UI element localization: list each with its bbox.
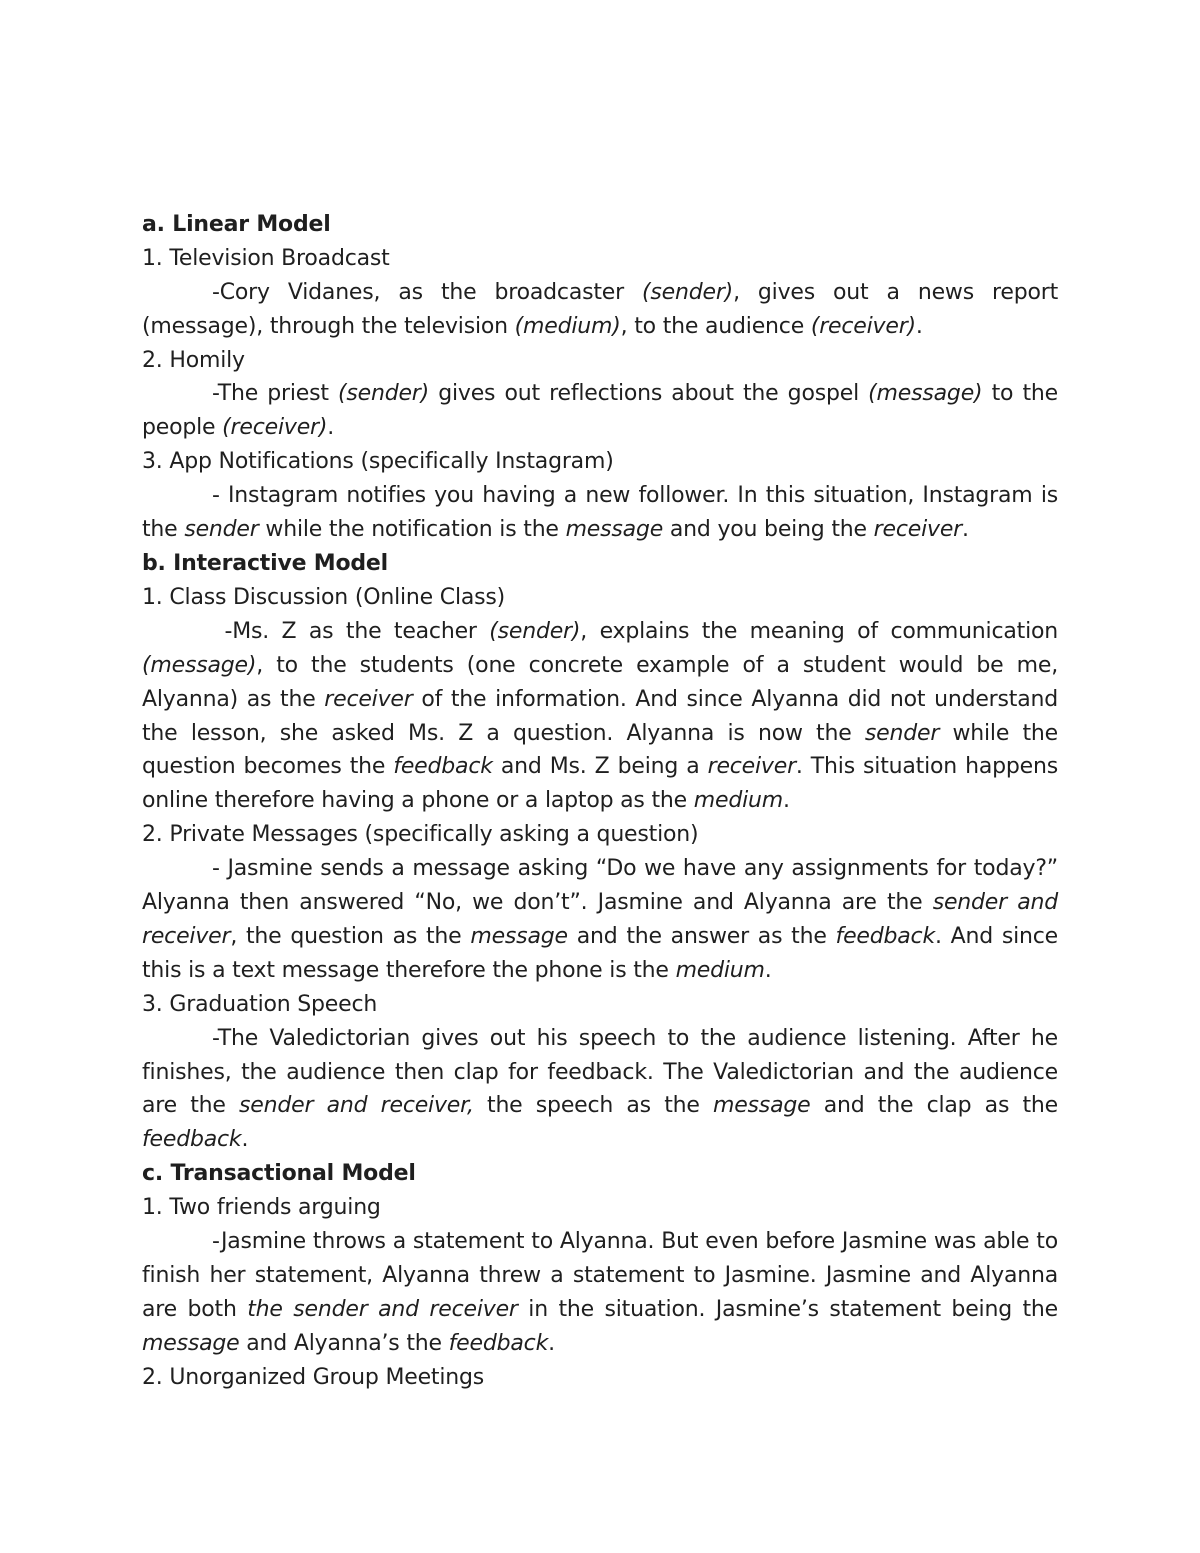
text-run: -Jasmine throws a statement to Alyanna. But even before Jasmine was able to finish her statement, Alyanna threw a statement to Jasmine. Jasmine and Alyanna are both [142, 1229, 1058, 1322]
italic-term: medium [693, 788, 783, 814]
italic-term: feedback [448, 1330, 549, 1356]
item-paragraph [142, 1225, 1058, 1361]
text-run: . This situation happens online therefore having a phone or a laptop as the [142, 754, 1058, 814]
text-run: the speech as the [473, 1093, 713, 1119]
italic-term: (receiver) [222, 415, 328, 441]
item-paragraph [142, 479, 1058, 547]
italic-term: (sender) [642, 279, 734, 305]
text-run: - Jasmine sends a message asking “Do we have any assignments for today?” Alyanna then answered “No, we don’t”. Jasmine and Alyanna are the [142, 856, 1058, 916]
italic-term: medium [675, 957, 765, 983]
italic-term: sender and receiver, [239, 1093, 474, 1119]
item-title: 1. Two friends arguing [142, 1195, 381, 1221]
text-run: and Alyanna’s the [239, 1330, 449, 1356]
item-title: 2. Unorganized Group Meetings [142, 1364, 485, 1390]
italic-term: receiver [324, 686, 413, 712]
section-heading: b. Interactive Model [142, 551, 388, 576]
item-paragraph [142, 377, 1058, 445]
item-title: 1. Class Discussion (Online Class) [142, 584, 506, 610]
item-paragraph [142, 1022, 1058, 1158]
text-run: . [327, 415, 335, 441]
italic-term: (medium) [514, 313, 621, 339]
text-run: . [241, 1127, 249, 1153]
document-body [142, 208, 1058, 1395]
text-run: and Ms. Z being a [492, 754, 708, 780]
italic-term: sender [184, 517, 259, 543]
italic-term: message [470, 923, 568, 949]
text-run: . [783, 788, 790, 814]
italic-term: sender [864, 720, 940, 746]
italic-term: message [565, 517, 664, 543]
italic-term: receiver [707, 754, 796, 780]
italic-term: feedback [142, 1127, 242, 1153]
item-title: 3. Graduation Speech [142, 991, 378, 1017]
item-paragraph [142, 615, 1058, 818]
text-run: -Ms. Z as the teacher [212, 618, 490, 644]
text-run: , to the audience [620, 313, 811, 339]
text-run: while the question becomes the [142, 720, 1058, 780]
text-run: -The priest [212, 381, 338, 407]
item-title: 2. Homily [142, 347, 245, 373]
text-run: in the situation. Jasmine’s statement being the [517, 1296, 1058, 1322]
text-run: . [915, 313, 923, 339]
italic-term: (sender) [489, 618, 581, 644]
item-title: 1. Television Broadcast [142, 245, 390, 271]
item-title: 2. Private Messages (specifically asking a question) [142, 822, 699, 848]
italic-term: receiver [873, 517, 962, 543]
text-run: gives out reflections about the gospel [429, 381, 869, 407]
italic-term: the sender and receiver [247, 1296, 518, 1322]
italic-term: (message) [868, 381, 983, 407]
item-paragraph [142, 276, 1058, 344]
italic-term: message [712, 1093, 811, 1119]
text-run: -Cory Vidanes, as the broadcaster [212, 279, 643, 305]
italic-term: (sender) [337, 381, 430, 407]
text-run: and the clap as the [810, 1093, 1059, 1119]
text-run: while the notification is the [258, 517, 566, 543]
italic-term: feedback [393, 754, 493, 780]
text-run: -The Valedictorian gives out his speech to the audience listening. After he finishes, the audience then clap for feedback. The Valedictorian and the audience are the [142, 1025, 1058, 1119]
text-run: and the answer as the [567, 923, 836, 949]
text-run: to the people [142, 381, 1058, 441]
italic-term: (message) [142, 652, 257, 678]
text-run: , to the students (one concrete example of a student would be me, Alyanna) as the [142, 652, 1058, 712]
italic-term: sender and receiver [142, 890, 1058, 949]
text-run: of the information. And since Alyanna did not understand the lesson, she asked Ms. Z a question. Alyanna is now the [142, 686, 1058, 746]
text-run: , the question as the [230, 923, 471, 949]
text-run: , gives out a news report (message), through the television [142, 279, 1058, 339]
italic-term: feedback [835, 923, 935, 949]
text-run: . [962, 517, 969, 543]
item-paragraph [142, 852, 1058, 988]
text-run: . And since this is a text message therefore the phone is the [142, 923, 1058, 983]
section-heading: c. Transactional Model [142, 1161, 416, 1187]
text-run: , explains the meaning of communication [580, 618, 1058, 644]
italic-term: (receiver) [810, 313, 916, 339]
text-run: . [764, 957, 772, 983]
text-run: and you being the [663, 517, 874, 543]
section-heading: a. Linear Model [142, 212, 331, 237]
item-title: 3. App Notifications (specifically Instagram) [142, 449, 614, 475]
text-run: . [548, 1330, 555, 1356]
italic-term: message [142, 1330, 240, 1356]
text-run: - Instagram notifies you having a new follower. In this situation, Instagram is the [142, 483, 1058, 543]
